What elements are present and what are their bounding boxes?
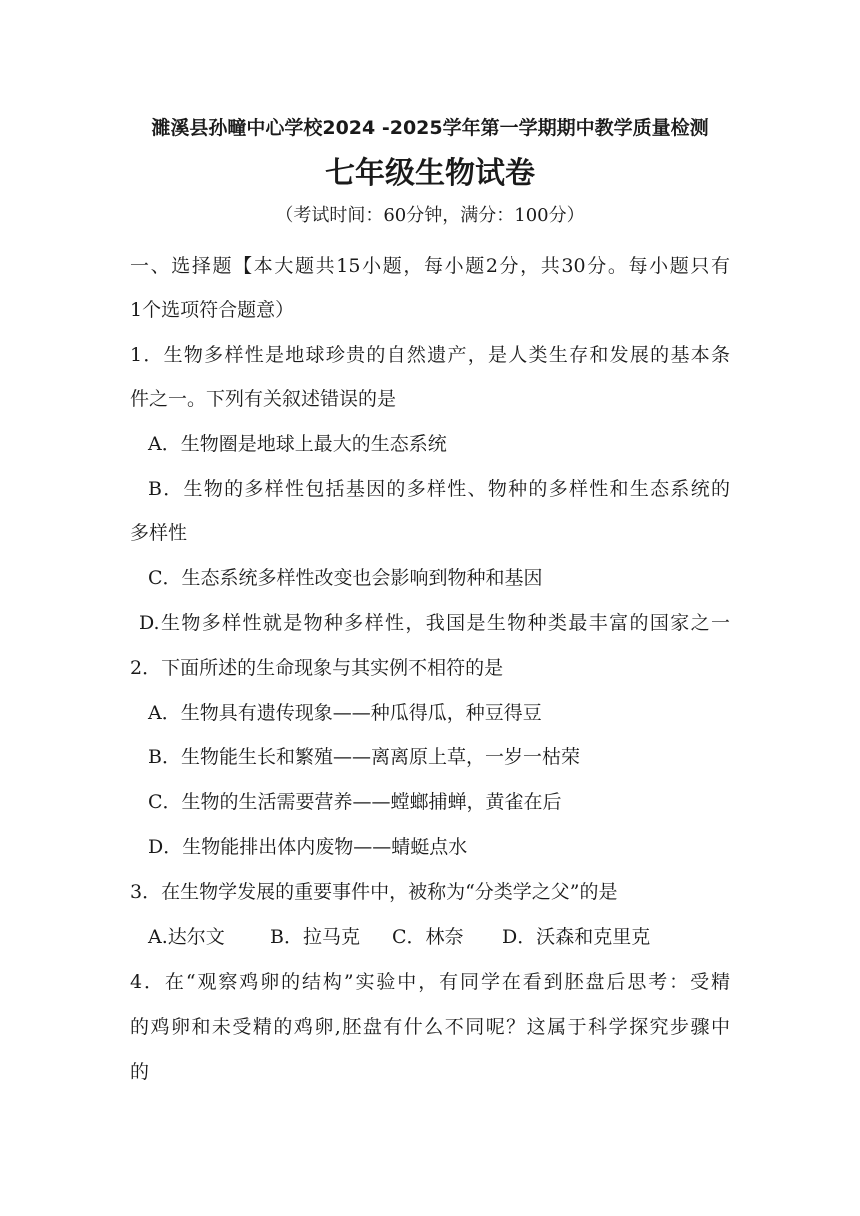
q1-option-c: C．生态系统多样性改变也会影响到物种和基因 bbox=[148, 567, 543, 589]
page-title: 七年级生物试卷 bbox=[325, 156, 535, 191]
school-exam-header: 濉溪县孙疃中心学校2024 -2025学年第一学期期中教学质量检测 bbox=[151, 117, 709, 139]
q1-option-b-line2: 多样性 bbox=[130, 522, 188, 544]
section-heading-line1: 一、选择题【本大题共15小题，每小题2分，共30分。每小题只有 bbox=[130, 255, 730, 277]
q3-stem: 3．在生物学发展的重要事件中，被称为“分类学之父”的是 bbox=[130, 881, 618, 903]
q2-option-a: A．生物具有遗传现象——种瓜得瓜，种豆得豆 bbox=[148, 702, 542, 724]
q1-stem-line2: 件之一。下列有关叙述错误的是 bbox=[130, 388, 397, 410]
q2-option-b: B．生物能生长和繁殖——离离原上草，一岁一枯荣 bbox=[148, 746, 580, 768]
q4-stem-line2: 的鸡卵和未受精的鸡卵,胚盘有什么不同呢？这属于科学探究步骤中 bbox=[130, 1016, 730, 1038]
exam-info: （考试时间：60分钟，满分：100分） bbox=[275, 205, 585, 226]
q3-option-d: D．沃森和克里克 bbox=[502, 926, 651, 948]
q4-stem-line3: 的 bbox=[130, 1061, 150, 1083]
q2-stem: 2．下面所述的生命现象与其实例不相符的是 bbox=[130, 657, 504, 679]
q3-option-a: A.达尔文 bbox=[148, 926, 225, 948]
q3-option-b: B．拉马克 bbox=[270, 926, 360, 948]
section-heading-line2: 1个选项符合题意） bbox=[130, 299, 295, 321]
q3-options bbox=[148, 925, 730, 949]
q1-stem-line1: 1．生物多样性是地球珍贵的自然遗产，是人类生存和发展的基本条 bbox=[130, 344, 730, 366]
q2-option-d: D．生物能排出体内废物——蜻蜓点水 bbox=[148, 836, 468, 858]
q3-option-c: C．林奈 bbox=[392, 926, 464, 948]
q2-option-c: C．生物的生活需要营养——螳螂捕蝉，黄雀在后 bbox=[148, 791, 562, 813]
q4-stem-line1: 4．在“观察鸡卵的结构”实验中，有同学在看到胚盘后思考：受精 bbox=[130, 971, 730, 993]
q1-option-d: D.生物多样性就是物种多样性，我国是生物种类最丰富的国家之一 bbox=[139, 612, 730, 634]
q1-option-b-line1: B．生物的多样性包括基因的多样性、物种的多样性和生态系统的 bbox=[148, 478, 730, 500]
q1-option-a: A．生物圈是地球上最大的生态系统 bbox=[148, 433, 447, 455]
